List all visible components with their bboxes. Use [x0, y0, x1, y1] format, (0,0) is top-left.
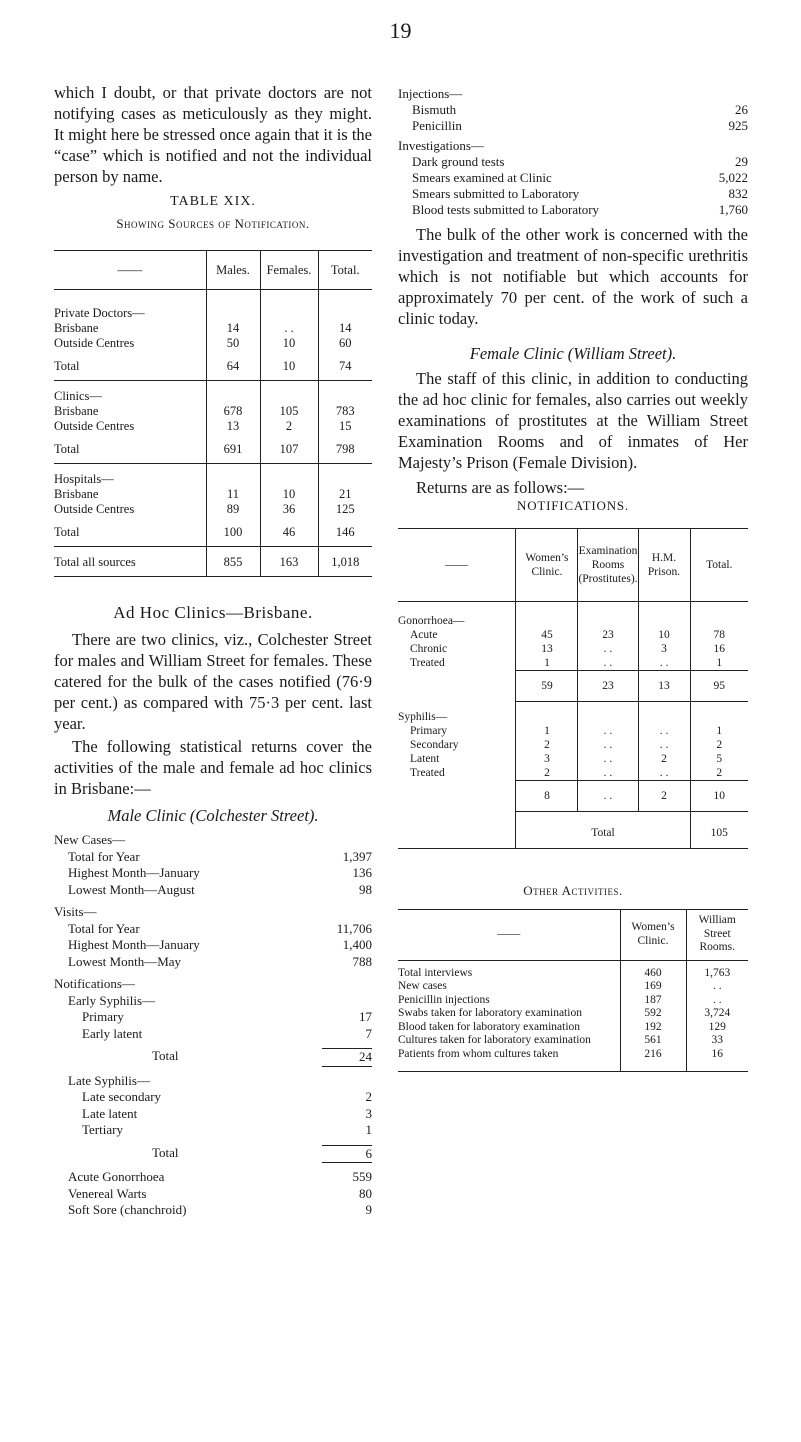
- other-activity-row: [398, 1021, 748, 1035]
- group-title-row: [54, 464, 372, 488]
- early-total-value: 24: [322, 1048, 372, 1067]
- other-header-row: [398, 909, 748, 960]
- womens-clinic-count: 169: [620, 980, 686, 994]
- other-activity-row: [398, 980, 748, 994]
- investigation-item: [412, 186, 748, 202]
- row-label: Brisbane: [54, 487, 206, 502]
- late-syphilis-item-value: 3: [365, 1105, 372, 1121]
- notif-row: [398, 766, 748, 781]
- total-value: 60: [339, 336, 352, 350]
- injection-item-label: Penicillin: [412, 118, 462, 133]
- total-label: Total: [54, 351, 206, 381]
- visits-item: [68, 954, 372, 971]
- notif-row-label: Secondary: [398, 738, 516, 752]
- notif-row-label: Latent: [398, 752, 516, 766]
- intro-paragraph: which I doubt, or that private doctors are not notifying cases as meticulously as they might. It might here be stressed once again that it is the “case” which is notified and not the individual person by name.: [54, 83, 372, 186]
- prison-subtotal: 13: [638, 671, 690, 702]
- investigation-item-label: Blood tests submitted to Laboratory: [412, 202, 600, 217]
- new-cases-item: [68, 849, 372, 866]
- investigation-item-value: 1,760: [718, 202, 748, 217]
- new-cases-item: [68, 882, 372, 899]
- males-value: 89: [206, 502, 260, 517]
- notifications-table: [398, 528, 748, 849]
- notif-total-value: 2: [716, 766, 723, 779]
- header-total: Total.: [318, 251, 372, 290]
- total-value: 783: [335, 404, 355, 418]
- early-syphilis-item-label: Early latent: [82, 1025, 143, 1041]
- other-header-womens: Women’s Clinic.: [620, 909, 686, 960]
- total-all-label: Total all sources: [54, 547, 206, 577]
- visits-item-value: 11,706: [336, 920, 372, 936]
- notif-row-label: Treated: [398, 766, 516, 781]
- notification-item: [68, 1186, 372, 1203]
- early-syphilis-item: [82, 1009, 372, 1026]
- new-cases-title: New Cases—: [54, 832, 126, 847]
- investigation-item: [412, 170, 748, 186]
- females-total: 107: [260, 434, 318, 464]
- total-value: 21: [339, 487, 352, 501]
- activity-label: Blood taken for laboratory examination: [398, 1021, 620, 1035]
- total-label: Total: [54, 434, 206, 464]
- visits-item: [68, 921, 372, 938]
- females-total: 46: [260, 517, 318, 547]
- womens-clinic-count: 192: [620, 1021, 686, 1035]
- notif-total-label: Total: [516, 811, 690, 848]
- william-street-count: 33: [711, 1034, 723, 1046]
- table-row: [54, 419, 372, 434]
- exam-rooms-value: . .: [578, 656, 638, 671]
- william-street-count: 1,763: [704, 966, 731, 979]
- group-total-row: [54, 517, 372, 547]
- investigation-item: [412, 154, 748, 170]
- table-row: [54, 487, 372, 502]
- total-all-total: 1,018: [331, 555, 360, 569]
- william-street-count: 3,724: [704, 1007, 731, 1019]
- injection-item: [412, 102, 748, 118]
- row-label: Brisbane: [54, 321, 206, 336]
- notif-grand-total: 105: [710, 826, 728, 839]
- notifications-heading: NOTIFICATIONS.: [517, 498, 629, 513]
- early-syphilis-title: Early Syphilis—: [68, 992, 156, 1008]
- early-syphilis-item-label: Primary: [82, 1009, 124, 1024]
- notification-item: [68, 1169, 372, 1186]
- female-clinic-paragraph: The staff of this clinic, in addition to conducting the ad hoc clinic for females, also carries out weekly examinations of prostitutes at the William Street Examination Rooms and of inmates of Her Majesty’s Prison (Female Division).: [398, 369, 748, 472]
- early-total-label: Total: [152, 1048, 179, 1063]
- statistics-paragraph: The following statistical returns cover the activities of the male and female ad hoc clinics in Brisbane:—: [54, 737, 372, 798]
- notif-row: [398, 628, 748, 642]
- group-title-row: [54, 381, 372, 405]
- visits-item-value: 1,400: [342, 937, 372, 952]
- notif-row: [398, 752, 748, 766]
- table-row: [54, 336, 372, 351]
- notif-subtotal-row: [398, 671, 748, 702]
- table-row: [54, 404, 372, 419]
- females-value: 36: [260, 502, 318, 517]
- late-syphilis-item-value: 2: [365, 1089, 372, 1104]
- notification-item-value: 80: [359, 1185, 372, 1201]
- new-cases-item-label: Lowest Month—August: [68, 881, 195, 897]
- late-total-label: Total: [152, 1144, 179, 1160]
- other-activity-row: [398, 960, 748, 980]
- womens-clinic-count: 561: [620, 1034, 686, 1048]
- william-street-count: . .: [712, 980, 722, 992]
- grand-total: 74: [318, 351, 372, 381]
- investigations-title: Investigations—: [398, 138, 484, 153]
- notification-item-value: 9: [365, 1202, 372, 1217]
- notif-total-value: 1: [716, 657, 723, 669]
- womens-clinic-count: 187: [620, 994, 686, 1008]
- notification-item-label: Soft Sore (chanchroid): [68, 1202, 187, 1217]
- prison-value: 2: [638, 752, 690, 766]
- males-value: 678: [206, 404, 260, 419]
- notif-total-value: 78: [713, 629, 725, 641]
- investigation-item-label: Dark ground tests: [412, 154, 505, 169]
- exam-rooms-value: . .: [578, 724, 638, 738]
- womens-clinic-value: 1: [516, 656, 578, 671]
- exam-subtotal: . .: [578, 780, 638, 811]
- notif-total-row: [398, 811, 748, 848]
- female-clinic-heading: Female Clinic (William Street).: [469, 344, 677, 363]
- investigation-item-value: 5,022: [718, 170, 748, 185]
- late-syphilis-item: [82, 1122, 372, 1139]
- row-label: Brisbane: [54, 404, 206, 419]
- notifications-title: Notifications—: [54, 976, 135, 991]
- notif-total-value: 1: [716, 724, 723, 737]
- females-total: 10: [260, 351, 318, 381]
- females-value: 10: [260, 336, 318, 351]
- late-syphilis-item-value: 1: [365, 1122, 372, 1137]
- injection-item: [412, 118, 748, 134]
- notif-row: [398, 656, 748, 671]
- notif-total-value: 2: [716, 738, 723, 751]
- late-total-row: [54, 1145, 372, 1164]
- activity-label: Penicillin injections: [398, 994, 620, 1008]
- notif-row-label: Chronic: [398, 642, 516, 656]
- other-activity-row: [398, 1007, 748, 1021]
- womens-subtotal: 59: [516, 671, 578, 702]
- notif-group-title-row: [398, 702, 748, 724]
- notif-row-label: Primary: [398, 724, 516, 738]
- other-header-william-street: William Street Rooms.: [686, 909, 748, 960]
- early-total-row: [54, 1048, 372, 1067]
- injections-block: [398, 86, 748, 218]
- table-header-row: [54, 251, 372, 290]
- prison-value: 3: [638, 642, 690, 656]
- prison-subtotal: 2: [638, 780, 690, 811]
- new-cases-item-label: Total for Year: [68, 848, 140, 864]
- visits-item-label: Lowest Month—May: [68, 953, 182, 969]
- new-cases-item-label: Highest Month—January: [68, 865, 200, 880]
- females-value: . .: [260, 321, 318, 336]
- header-blank: ——: [54, 251, 206, 290]
- visits-item-label: Total for Year: [68, 920, 140, 936]
- males-value: 14: [206, 321, 260, 336]
- left-column: [54, 82, 372, 1219]
- william-street-count: . .: [712, 993, 722, 1006]
- total-label: Total: [54, 517, 206, 547]
- table-row: [54, 502, 372, 517]
- activity-label: Total interviews: [398, 960, 620, 980]
- prison-value: . .: [638, 724, 690, 738]
- activity-label: New cases: [398, 980, 620, 994]
- total-all-females: 163: [260, 547, 318, 577]
- new-cases-item: [68, 865, 372, 882]
- notif-subtotal: 95: [690, 671, 748, 702]
- notif-group-title: Gonorrhoea—: [398, 602, 516, 629]
- notif-header-exam-rooms: Examination Rooms (Prostitutes).: [578, 529, 638, 602]
- notif-header-blank: ——: [398, 529, 516, 602]
- william-street-count: 16: [711, 1047, 723, 1060]
- notif-row: [398, 642, 748, 656]
- notif-row-label: Treated: [398, 656, 516, 671]
- womens-subtotal: 8: [516, 780, 578, 811]
- activity-label: Cultures taken for laboratory examination: [398, 1034, 620, 1048]
- notif-header-total: Total.: [690, 529, 748, 602]
- header-females: Females.: [260, 251, 318, 290]
- notification-item-value: 559: [352, 1169, 372, 1184]
- females-value: 10: [260, 487, 318, 502]
- activity-label: Swabs taken for laboratory examination: [398, 1007, 620, 1021]
- other-activities-table: [398, 909, 748, 1073]
- womens-clinic-count: 460: [620, 960, 686, 980]
- other-activity-row: [398, 1048, 748, 1072]
- womens-clinic-value: 1: [516, 724, 578, 738]
- females-value: 105: [260, 404, 318, 419]
- group-title: Hospitals—: [54, 464, 206, 488]
- new-cases-item-value: 98: [359, 881, 372, 897]
- group-total-row: [54, 434, 372, 464]
- total-value: 15: [339, 419, 352, 433]
- late-syphilis-item-label: Tertiary: [82, 1122, 123, 1137]
- new-cases-item-value: 136: [352, 865, 372, 880]
- william-street-count: 129: [708, 1020, 726, 1033]
- bulk-paragraph: The bulk of the other work is concerned with the investigation and treatment of non-specific urethritis which is not notifiable but which accounts for approximately 70 per cent. of the work of such a clinic today.: [398, 225, 748, 328]
- early-syphilis-item: [82, 1026, 372, 1043]
- page-number: 19: [389, 18, 412, 43]
- females-value: 2: [260, 419, 318, 434]
- exam-rooms-value: . .: [578, 752, 638, 766]
- exam-subtotal: 23: [578, 671, 638, 702]
- new-cases-item-value: 1,397: [342, 848, 372, 864]
- early-syphilis-item-value: 17: [359, 1009, 372, 1024]
- prison-value: . .: [638, 766, 690, 781]
- notif-total-value: 5: [716, 752, 723, 765]
- other-activities-heading: Other Activities.: [523, 882, 623, 898]
- table-row: [54, 321, 372, 336]
- injection-item-value: 26: [735, 102, 748, 117]
- row-label: Outside Centres: [54, 336, 206, 351]
- row-label: Outside Centres: [54, 419, 206, 434]
- other-header-blank: ——: [398, 909, 620, 960]
- womens-clinic-value: 3: [516, 752, 578, 766]
- investigation-item-value: 832: [728, 186, 748, 201]
- womens-clinic-value: 13: [516, 642, 578, 656]
- group-title: Clinics—: [54, 381, 206, 405]
- total-all-males: 855: [206, 547, 260, 577]
- injection-item-label: Bismuth: [412, 102, 457, 117]
- males-value: 50: [206, 336, 260, 351]
- header-males: Males.: [206, 251, 260, 290]
- exam-rooms-value: 23: [578, 628, 638, 642]
- womens-clinic-value: 45: [516, 628, 578, 642]
- group-total-row: [54, 351, 372, 381]
- injection-item-value: 925: [728, 118, 748, 133]
- notif-group-title-row: [398, 602, 748, 629]
- injections-title: Injections—: [398, 86, 463, 101]
- grand-total: 146: [318, 517, 372, 547]
- notif-total-value: 16: [713, 643, 725, 655]
- notif-subtotal-row: [398, 780, 748, 811]
- exam-rooms-value: . .: [578, 642, 638, 656]
- other-activity-row: [398, 994, 748, 1008]
- male-clinic-stats: [54, 832, 372, 1219]
- total-value: 125: [335, 502, 355, 516]
- male-clinic-heading: Male Clinic (Colchester Street).: [107, 806, 319, 825]
- males-value: 11: [206, 487, 260, 502]
- total-all-sources-row: [54, 547, 372, 577]
- group-title-row: [54, 290, 372, 322]
- notif-header-womens: Women’s Clinic.: [516, 529, 578, 602]
- exam-rooms-value: . .: [578, 738, 638, 752]
- notification-item: [68, 1202, 372, 1219]
- late-total-value: 6: [322, 1145, 372, 1164]
- males-total: 691: [206, 434, 260, 464]
- total-value: 14: [339, 321, 352, 335]
- early-syphilis-item-value: 7: [365, 1025, 372, 1041]
- notification-item-label: Acute Gonorrhoea: [68, 1169, 165, 1184]
- prison-value: . .: [638, 738, 690, 752]
- notif-subtotal: 10: [690, 780, 748, 811]
- ad-hoc-heading: Ad Hoc Clinics—Brisbane.: [113, 603, 313, 622]
- investigation-item-value: 29: [735, 154, 748, 169]
- returns-paragraph: Returns are as follows:—: [416, 478, 585, 497]
- table-subtitle: Showing Sources of Notification.: [116, 216, 310, 231]
- womens-clinic-value: 2: [516, 738, 578, 752]
- womens-clinic-count: 216: [620, 1048, 686, 1072]
- visits-title: Visits—: [54, 904, 97, 919]
- notifications-header-row: [398, 529, 748, 602]
- visits-item: [68, 937, 372, 954]
- notif-row-label: Acute: [398, 628, 516, 642]
- womens-clinic-value: 2: [516, 766, 578, 781]
- activity-label: Patients from whom cultures taken: [398, 1048, 620, 1072]
- table-title: TABLE XIX.: [170, 194, 256, 209]
- grand-total: 798: [318, 434, 372, 464]
- males-value: 13: [206, 419, 260, 434]
- notif-header-prison: H.M. Prison.: [638, 529, 690, 602]
- late-syphilis-title: Late Syphilis—: [68, 1072, 150, 1088]
- notif-row: [398, 724, 748, 738]
- right-column: [398, 86, 748, 1072]
- males-total: 64: [206, 351, 260, 381]
- investigation-item: [412, 202, 748, 218]
- row-label: Outside Centres: [54, 502, 206, 517]
- group-title: Private Doctors—: [54, 290, 206, 322]
- males-total: 100: [206, 517, 260, 547]
- prison-value: . .: [638, 656, 690, 671]
- notif-group-title: Syphilis—: [398, 702, 516, 724]
- investigation-item-label: Smears examined at Clinic: [412, 170, 552, 185]
- investigation-item-label: Smears submitted to Laboratory: [412, 186, 580, 201]
- visits-item-label: Highest Month—January: [68, 937, 200, 952]
- late-syphilis-item: [82, 1089, 372, 1106]
- late-syphilis-item: [82, 1106, 372, 1123]
- late-syphilis-item-label: Late latent: [82, 1105, 138, 1121]
- notification-sources-table: [54, 250, 372, 577]
- notification-item-label: Venereal Warts: [68, 1185, 147, 1201]
- other-activity-row: [398, 1034, 748, 1048]
- womens-clinic-count: 592: [620, 1007, 686, 1021]
- visits-item-value: 788: [352, 953, 372, 969]
- ad-hoc-paragraph: There are two clinics, viz., Colchester Street for males and William Street for females. These catered for the bulk of the cases notified (76·9 per cent.) as compared with 75·3 per cent. last year.: [54, 630, 372, 733]
- notif-row: [398, 738, 748, 752]
- late-syphilis-item-label: Late secondary: [82, 1089, 162, 1104]
- exam-rooms-value: . .: [578, 766, 638, 781]
- prison-value: 10: [638, 628, 690, 642]
